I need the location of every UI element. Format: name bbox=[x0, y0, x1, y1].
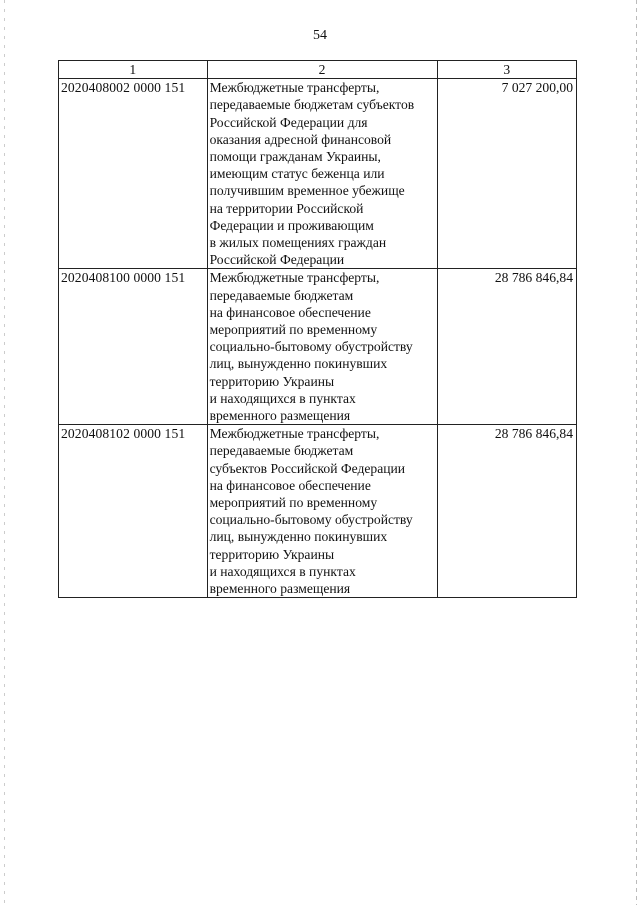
table-row bbox=[59, 79, 577, 269]
budget-code-cell: 2020408102 0000 151 bbox=[59, 425, 208, 598]
header-col-1: 1 bbox=[59, 61, 208, 79]
transfer-name-line: социально-бытовому обустройству bbox=[209, 512, 413, 528]
amount-cell: 28 786 846,84 bbox=[437, 269, 576, 425]
transfer-name-line: имеющим статус беженца или bbox=[209, 166, 385, 182]
transfer-name-line: территорию Украины bbox=[209, 373, 335, 389]
transfer-name-line: лиц, вынужденно покинувших bbox=[209, 529, 388, 545]
transfer-name-line: на территории Российской bbox=[209, 200, 364, 216]
transfer-name-line: и находящихся в пунктах bbox=[209, 390, 356, 406]
transfer-name-line: временного размещения bbox=[209, 408, 351, 424]
transfer-name-line: лиц, вынужденно покинувших bbox=[209, 356, 388, 372]
transfer-name-line: в жилых помещениях граждан bbox=[209, 235, 387, 251]
amount-cell: 28 786 846,84 bbox=[437, 425, 576, 598]
transfer-name-line: оказания адресной финансовой bbox=[209, 131, 392, 147]
transfer-name-line: территорию Украины bbox=[209, 546, 335, 562]
transfer-name-line: помощи гражданам Украины, bbox=[209, 149, 381, 165]
transfer-name-line: передаваемые бюджетам субъектов bbox=[209, 97, 415, 113]
transfer-name-line: Межбюджетные трансферты, bbox=[209, 426, 380, 442]
transfer-name-line: мероприятий по временному bbox=[209, 495, 378, 511]
transfer-name-line: Межбюджетные трансферты, bbox=[209, 270, 380, 286]
table-row bbox=[59, 269, 577, 425]
scan-edge-left bbox=[4, 0, 5, 905]
budget-table bbox=[58, 60, 577, 598]
transfer-name-line: Российской Федерации bbox=[209, 252, 345, 268]
scan-edge-right bbox=[636, 0, 637, 905]
transfer-name-line: Российской Федерации для bbox=[209, 114, 368, 130]
transfer-name-line: и находящихся в пунктах bbox=[209, 563, 356, 579]
transfer-name-line: на финансовое обеспечение bbox=[209, 477, 371, 493]
transfer-name-line: на финансовое обеспечение bbox=[209, 304, 371, 320]
amount-cell: 7 027 200,00 bbox=[437, 79, 576, 269]
budget-code-cell: 2020408002 0000 151 bbox=[59, 79, 208, 269]
table-row bbox=[59, 425, 577, 598]
header-col-3: 3 bbox=[437, 61, 576, 79]
transfer-name-line: передаваемые бюджетам bbox=[209, 287, 354, 303]
page-number: 54 bbox=[313, 28, 327, 43]
table-header-row bbox=[59, 61, 577, 79]
transfer-name-cell bbox=[207, 269, 437, 425]
transfer-name-cell bbox=[207, 425, 437, 598]
transfer-name-line: мероприятий по временному bbox=[209, 322, 378, 338]
transfer-name-line: передаваемые бюджетам bbox=[209, 443, 354, 459]
transfer-name-line: Федерации и проживающим bbox=[209, 217, 374, 233]
budget-code-cell: 2020408100 0000 151 bbox=[59, 269, 208, 425]
transfer-name-line: социально-бытовому обустройству bbox=[209, 339, 413, 355]
transfer-name-line: временного размещения bbox=[209, 581, 351, 597]
transfer-name-line: получившим временное убежище bbox=[209, 183, 405, 199]
transfer-name-line: Межбюджетные трансферты, bbox=[209, 80, 380, 96]
transfer-name-line: субъектов Российской Федерации bbox=[209, 460, 406, 476]
transfer-name-cell bbox=[207, 79, 437, 269]
header-col-2: 2 bbox=[207, 61, 437, 79]
